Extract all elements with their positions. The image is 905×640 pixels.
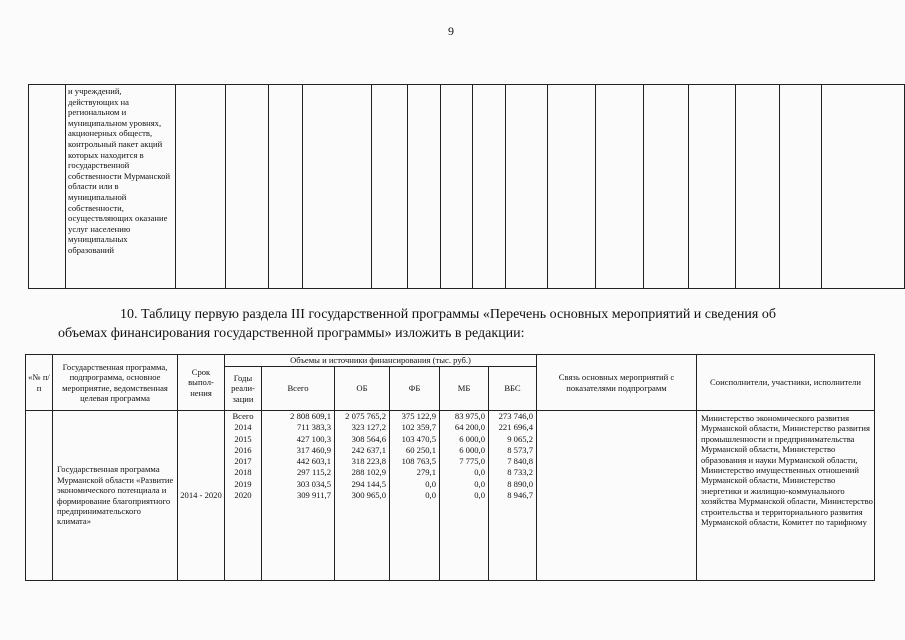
page-number: 9	[448, 24, 454, 38]
header-executors: Соисполнители, участники, исполнители	[697, 355, 875, 411]
table-cell	[643, 85, 688, 289]
year-value: Всего	[232, 411, 254, 421]
table-cell	[548, 85, 596, 289]
header-years: Годы реали-зации	[225, 367, 262, 411]
total-value: 2 808 609,1	[290, 411, 331, 421]
year-value: 2015	[234, 433, 252, 444]
table-cell	[595, 85, 643, 289]
mb-value: 0,0	[474, 467, 485, 478]
fb-value: 102 359,7	[401, 422, 436, 433]
table-cell	[175, 85, 225, 289]
table-cell	[822, 85, 905, 289]
ob-value: 323 127,2	[351, 422, 386, 433]
fb-value: 108 763,5	[401, 456, 436, 467]
vbs-value: 8 733,2	[507, 467, 533, 478]
ob-value: 300 965,0	[351, 490, 386, 501]
vbs-column	[489, 411, 537, 581]
ob-value: 294 144,5	[351, 478, 386, 489]
ob-value: 242 637,1	[351, 444, 386, 455]
header-ob: ОБ	[335, 367, 390, 411]
vbs-value: 273 746,0	[498, 411, 533, 421]
table-cell	[506, 85, 548, 289]
total-value: 303 034,5	[296, 478, 331, 489]
row-number-cell	[26, 411, 53, 581]
year-value: 2018	[234, 467, 252, 478]
continued-table	[28, 84, 905, 289]
header-fb: ФБ	[390, 367, 440, 411]
ob-value: 2 075 765,2	[345, 411, 386, 421]
fb-value: 0,0	[425, 478, 436, 489]
header-vbs: ВБС	[489, 367, 537, 411]
link-cell	[537, 411, 697, 581]
table-cell	[441, 85, 473, 289]
vbs-value: 8 573,7	[507, 444, 533, 455]
vbs-value: 8 890,0	[507, 478, 533, 489]
year-value: 2014	[234, 422, 252, 433]
year-value: 2019	[234, 478, 252, 489]
header-link: Связь основных мероприятий с показателями подпрограмм	[537, 355, 697, 411]
total-value: 442 603,1	[296, 456, 331, 467]
paragraph-line-1: 10. Таблицу первую раздела III государственной программы «Перечень основных мероприятий и сведения об	[120, 307, 776, 322]
ob-value: 318 223,8	[351, 456, 386, 467]
table-cell	[407, 85, 440, 289]
mb-value: 6 000,0	[459, 433, 485, 444]
table-cell	[268, 85, 302, 289]
total-value: 711 383,3	[296, 422, 331, 433]
program-name: Государственная программа Мурманской области «Развитие экономического потенциала и формирование благоприятного предпринимательского климата»	[53, 411, 178, 581]
total-value: 317 460,9	[296, 444, 331, 455]
header-mb: МБ	[440, 367, 489, 411]
header-program: Государственная программа, подпрограмма, основное мероприятие, ведомственная целевая программа	[53, 355, 178, 411]
ob-column	[335, 411, 390, 581]
financing-table	[25, 354, 875, 581]
fb-value: 279,1	[416, 467, 436, 478]
fb-value: 60 250,1	[405, 444, 436, 455]
header-total: Всего	[262, 367, 335, 411]
total-value: 297 115,2	[296, 467, 331, 478]
year-value: 2016	[234, 444, 252, 455]
paragraph-line-2: объемах финансирования государственной программы» изложить в редакции:	[58, 326, 525, 341]
mb-value: 6 000,0	[459, 444, 485, 455]
years-column	[225, 411, 262, 581]
ob-value: 288 102,9	[351, 467, 386, 478]
table-cell	[736, 85, 780, 289]
total-value: 309 911,7	[296, 490, 331, 501]
vbs-value: 221 696,4	[498, 422, 533, 433]
year-value: 2017	[234, 456, 252, 467]
table-cell	[302, 85, 371, 289]
fb-column	[390, 411, 440, 581]
fb-value: 103 470,5	[401, 433, 436, 444]
year-value: 2020	[234, 490, 252, 501]
fb-value: 375 122,9	[401, 411, 436, 421]
vbs-value: 7 840,8	[507, 456, 533, 467]
table-cell	[225, 85, 268, 289]
mb-value: 0,0	[474, 478, 485, 489]
program-term: 2014 - 2020	[178, 411, 225, 581]
vbs-value: 9 065,2	[507, 433, 533, 444]
header-num: «№ п/п	[26, 355, 53, 411]
mb-column	[440, 411, 489, 581]
table-cell	[66, 85, 176, 289]
mb-value: 0,0	[474, 490, 485, 501]
table-cell	[473, 85, 506, 289]
mb-value: 83 975,0	[454, 411, 485, 421]
header-term: Срок выпол-нения	[178, 355, 225, 411]
executors-list: Министерство экономического развития Мурманской области, Министерство развития промышленности и предпринимательства Мурманской области, Министерство образования и науки Мурманской области, Министерство имущественных отношений Мурманской области, Министерство энергетики и жилищно-коммунального хозяйства Мурманской области, Министерство строительства и территориального развития Мурманской области, Комитет по тарифному	[697, 411, 875, 581]
total-value: 427 100,3	[296, 433, 331, 444]
total-column	[262, 411, 335, 581]
table-cell	[371, 85, 407, 289]
header-funding: Объемы и источники финансирования (тыс. руб.)	[225, 355, 537, 367]
ob-value: 308 564,6	[351, 433, 386, 444]
mb-value: 7 775,0	[459, 456, 485, 467]
table-cell	[780, 85, 822, 289]
activity-description: и учреждений, действующих на региональном и муниципальном уровнях, акционерных обществ, контрольный пакет акций которых находится в государственной собственности Мурманской области или в муниципальной собственности, осуществляющих оказание услуг населению муниципальных образований	[68, 86, 171, 255]
table-cell	[688, 85, 736, 289]
fb-value: 0,0	[425, 490, 436, 501]
mb-value: 64 200,0	[454, 422, 485, 433]
vbs-value: 8 946,7	[507, 490, 533, 501]
table-cell	[29, 85, 66, 289]
